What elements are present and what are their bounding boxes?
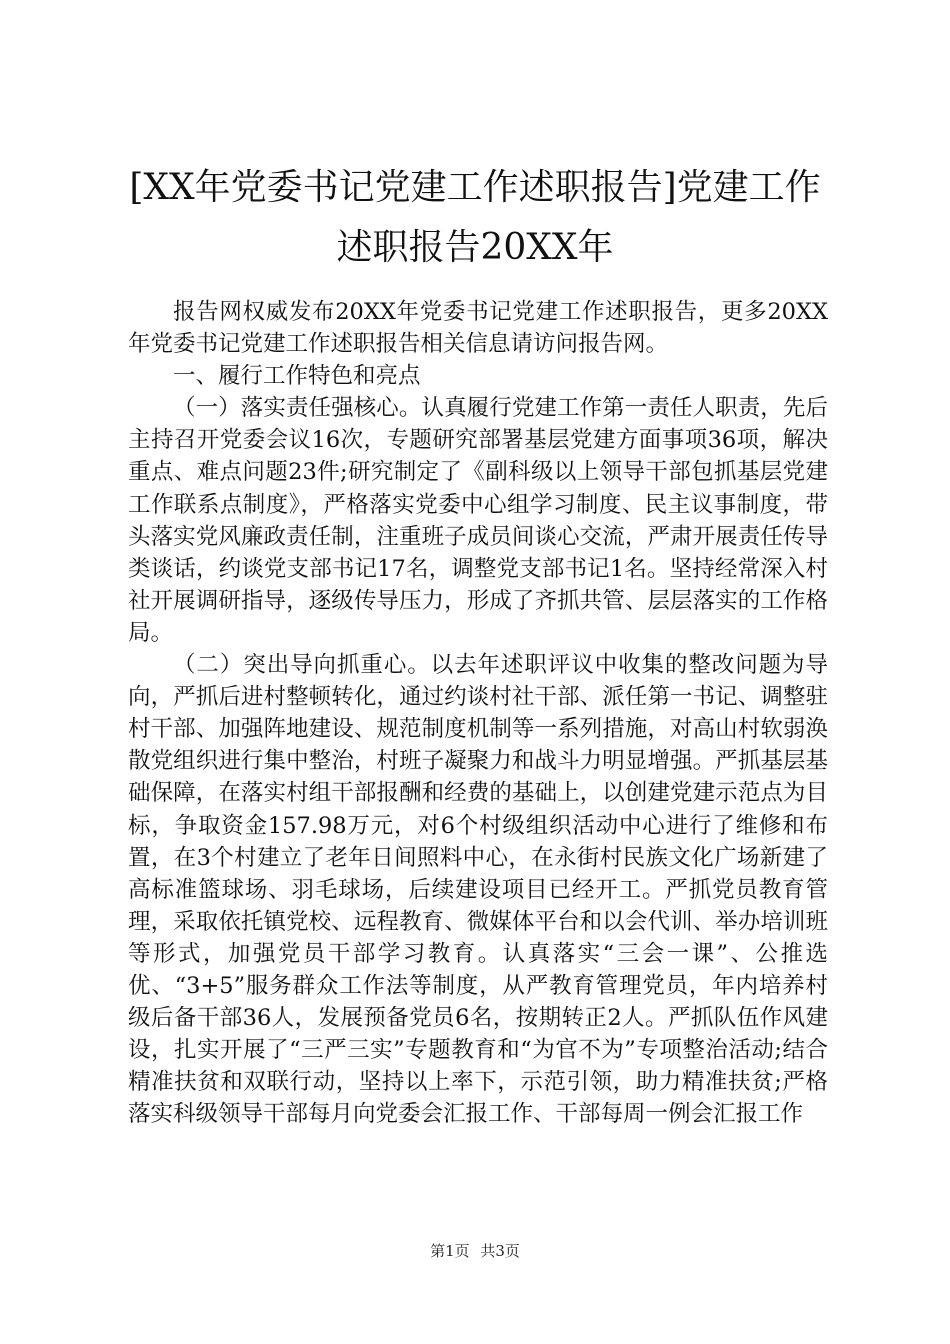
page-number: 第1页 [430,1242,470,1260]
body-paragraph: （一）落实责任强核心。认真履行党建工作第一责任人职责，先后主持召开党委会议16次，专题研究部署基层党建方面事项36项，解决重点、难点问题23件;研究制定了《副科级以上领导干部包抓基层党建工作联系点制度》，严格落实党委中心组学习制度、民主议事制度，带头落实党风廉政责任制，注重班子成员间谈心交流，严肃开展责任传导类谈话，约谈党支部书记17名，调整党支部书记1名。坚持经常深入村社开展调研指导，逐级传导压力，形成了齐抓共管、层层落实的工作格局。 [128,395,828,646]
page-total: 共3页 [480,1242,520,1260]
body-paragraph: （二）突出导向抓重心。以去年述职评议中收集的整改问题为导向，严抓后进村整顿转化，通过约谈村社干部、派任第一书记、调整驻村干部、加强阵地建设、规范制度机制等一系列措施，对高山村软弱涣散党组织进行集中整治，村班子凝聚力和战斗力明显增强。严抓基层基础保障，在落实村组干部报酬和经费的基础上，以创建党建示范点为目标，争取资金157.98万元，对6个村级组织活动中心进行了维修和布置，在3个村建立了老年日间照料中心，在永街村民族文化广场新建了高标准篮球场、羽毛球场，后续建设项目已经开工。严抓党员教育管理，采取依托镇党校、远程教育、微媒体平台和以会代训、举办培训班等形式，加强党员干部学习教育。认真落实“三会一课”、公推选优、“3+5”服务群众工作法等制度，从严教育管理党员，年内培养村级后备干部36人，发展预备党员6名，按期转正2人。严抓队伍作风建设，扎实开展了“三严三实”专题教育和“为官不为”专项整治活动;结合精准扶贫和双联行动，坚持以上率下，示范引领，助力精准扶贫;严格落实科级领导干部每月向党委会汇报工作、干部每周一例会汇报工作 [128,652,828,1128]
page-footer [0,1241,950,1261]
document-title [100,158,850,278]
intro-paragraph: 报告网权威发布20XX年党委书记党建工作述职报告，更多20XX年党委书记党建工作述职报告相关信息请访问报告网。 [128,299,828,358]
section-heading: 一、履行工作特色和亮点 [173,363,421,390]
title-line-2: 述职报告20XX年 [336,227,614,268]
title-line-1: [XX年党委书记党建工作述职报告]党建工作 [129,167,821,208]
document-body [128,296,828,1130]
